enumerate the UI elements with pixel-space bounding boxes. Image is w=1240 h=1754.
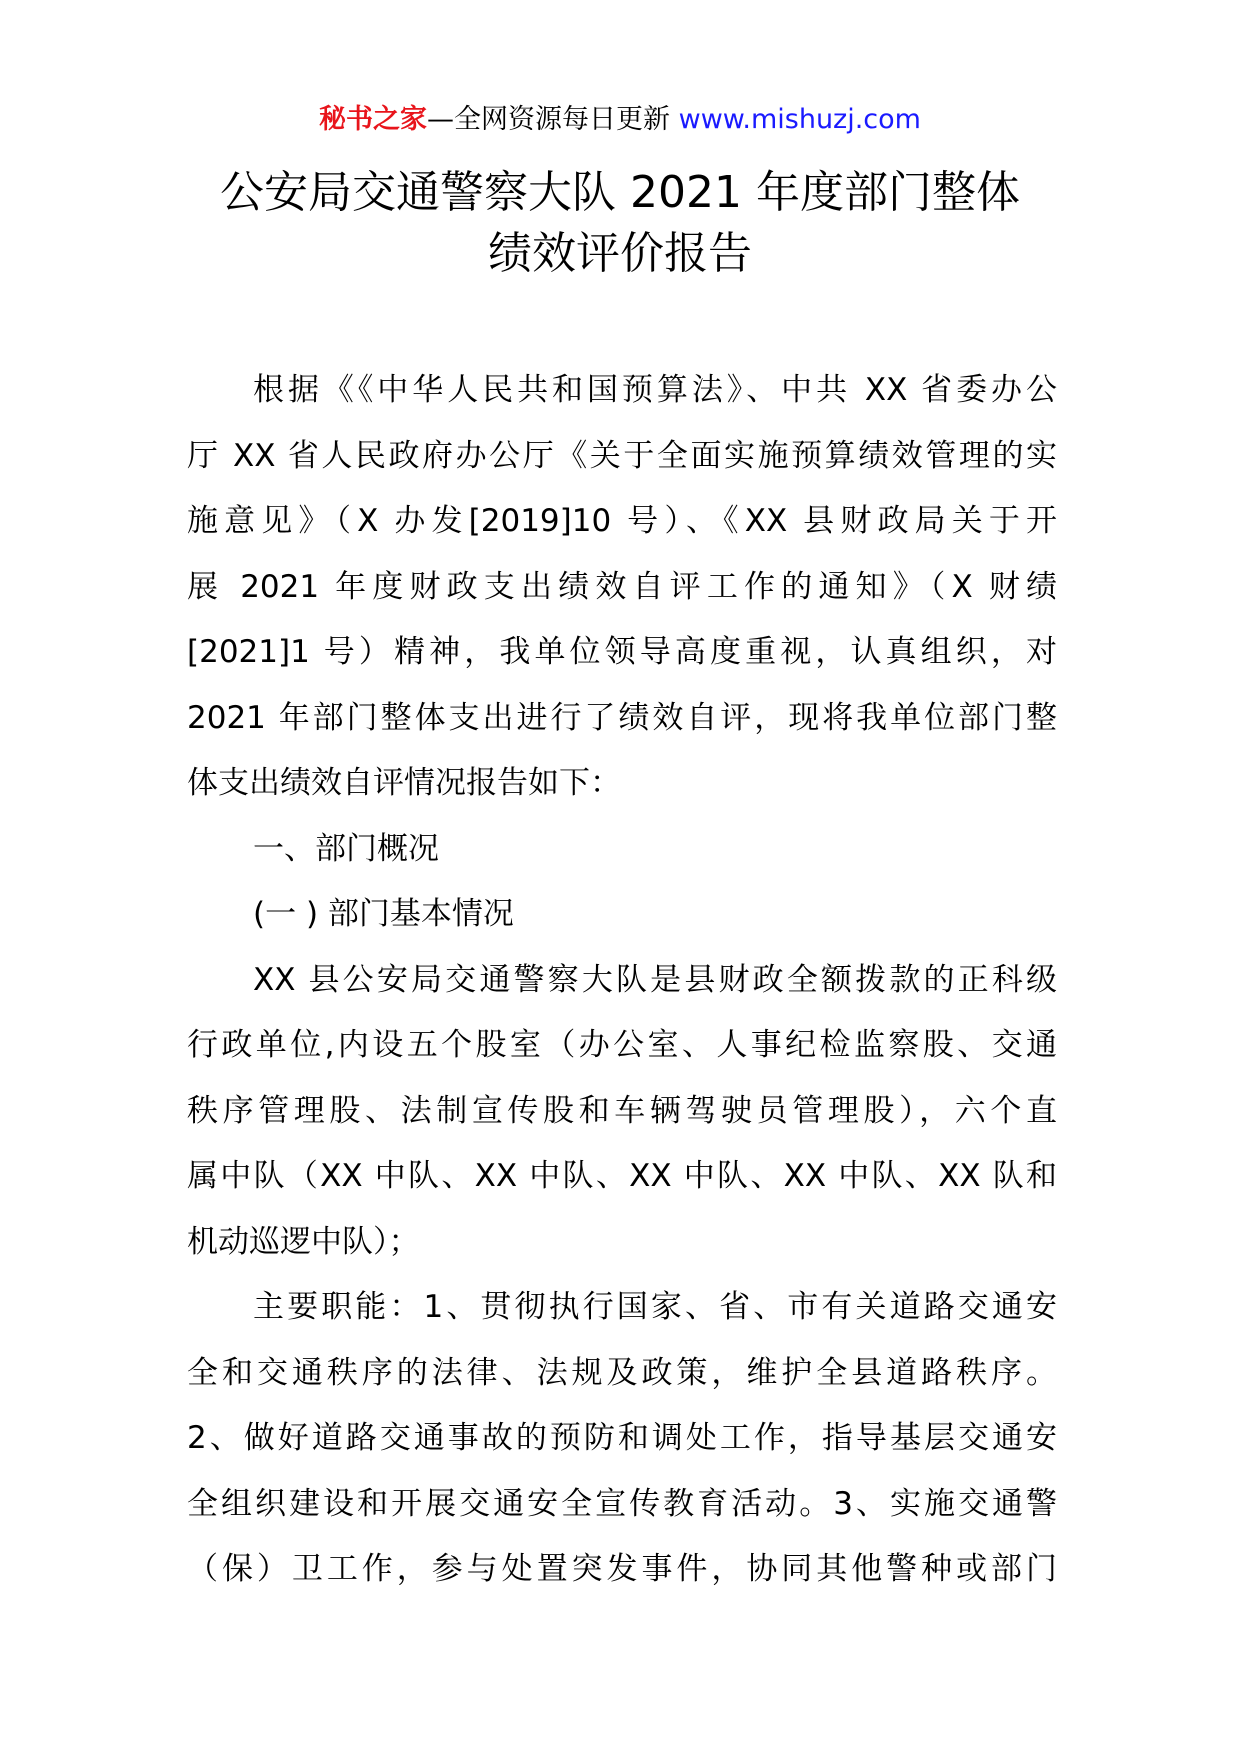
site-header <box>0 100 1240 140</box>
site-slogan: —全网资源每日更新 <box>427 104 671 135</box>
body-line: 主要职能：1、贯彻执行国家、省、市有关道路交通安 <box>253 1289 1057 1325</box>
document-title-line-2: 绩效评价报告 <box>488 228 752 279</box>
site-url-link[interactable]: www.mishuzj.com <box>678 104 921 135</box>
body-line: 体支出绩效自评情况报告如下： <box>187 765 621 801</box>
body-line: 施意见》（X 办发[2019]10 号）、《XX 县财政局关于开 <box>187 503 1057 539</box>
body-line: 秩序管理股、法制宣传股和车辆驾驶员管理股），六个直 <box>187 1092 1057 1129</box>
body-line: 属中队（XX 中队、XX 中队、XX 中队、XX 中队、XX 队和 <box>187 1158 1057 1194</box>
body-line: 全组织建设和开展交通安全宣传教育活动。3、实施交通警 <box>187 1485 1057 1522</box>
body-line: 厅 XX 省人民政府办公厅《关于全面实施预算绩效管理的实 <box>187 437 1057 474</box>
section-heading: 一、部门概况 <box>253 830 439 867</box>
body-line: [2021]1 号）精神，我单位领导高度重视，认真组织，对 <box>187 634 1057 670</box>
document-title-line-1: 公安局交通警察大队 2021 年度部门整体 <box>220 167 1020 218</box>
body-line: XX 县公安局交通警察大队是县财政全额拨款的正科级 <box>253 961 1057 998</box>
site-brand: 秘书之家 <box>319 104 428 135</box>
body-line: 全和交通秩序的法律、法规及政策，维护全县道路秩序。 <box>187 1354 1057 1391</box>
body-line: 行政单位,内设五个股室（办公室、人事纪检监察股、交通 <box>187 1027 1057 1063</box>
body-line: 机动巡逻中队）； <box>187 1223 420 1260</box>
body-line: （保）卫工作，参与处置突发事件，协同其他警种或部门 <box>187 1551 1057 1587</box>
document-body <box>187 358 1057 1603</box>
subsection-heading: (一 ) 部门基本情况 <box>253 896 514 932</box>
body-line: 展 2021 年度财政支出绩效自评工作的通知》（X 财绩 <box>187 568 1057 605</box>
body-line: 根据《《中华人民共和国预算法》、中共 XX 省委办公 <box>253 372 1057 408</box>
body-line: 2021 年部门整体支出进行了绩效自评，现将我单位部门整 <box>187 699 1057 736</box>
body-line: 2、做好道路交通事故的预防和调处工作，指导基层交通安 <box>187 1420 1057 1456</box>
